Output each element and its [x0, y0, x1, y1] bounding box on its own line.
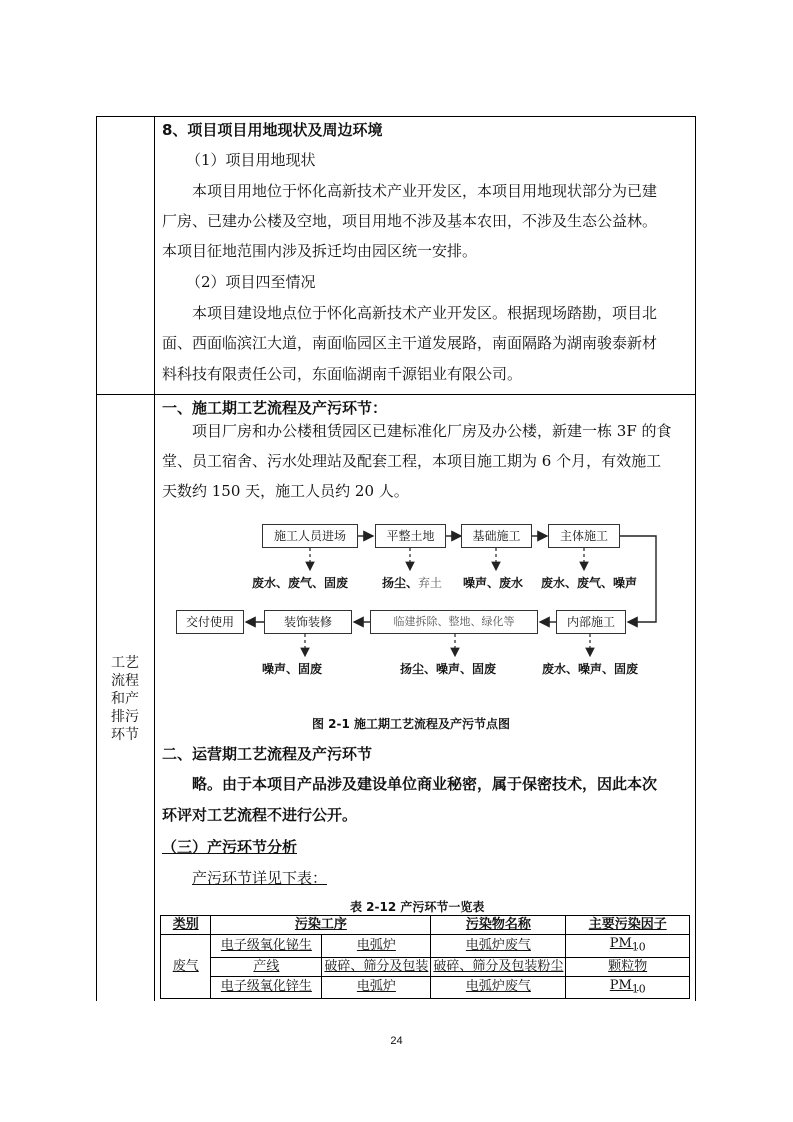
- table-cell: 电弧炉废气: [431, 976, 566, 999]
- factor-subscript: 10: [631, 940, 646, 954]
- pollution-table: [160, 915, 690, 999]
- paragraph-line: 厂房、已建办公楼及空地，项目用地不涉及基本农田，不涉及生态公益林。: [162, 212, 658, 230]
- flow-step-workers-enter: 施工人员进场: [262, 524, 358, 548]
- table-row: [161, 935, 690, 958]
- paragraph-line: 堂、员工宿舍、污水处理站及配套工程，本项目施工期为 6 个月，有效施工: [162, 452, 662, 470]
- pollutant-label: 噪声、废水: [463, 576, 524, 590]
- paragraph-line: 面、西面临滨江大道，南面临园区主干道发展路，南面隔路为湖南骏泰新材: [162, 334, 658, 352]
- table-cell: 颗粒物: [566, 957, 690, 976]
- table-cell: 产线: [211, 957, 322, 976]
- side-label-line: 工艺: [111, 655, 139, 671]
- table-row: [161, 957, 690, 976]
- page-number: 24: [390, 1035, 403, 1047]
- table-row: [161, 976, 690, 999]
- paragraph-line: 本项目用地位于怀化高新技术产业开发区，本项目用地现状部分为已建: [192, 182, 658, 200]
- table-header-row: [161, 916, 690, 935]
- factor-text: PM: [609, 977, 632, 993]
- pollutant-label: 废水、废气、噪声: [541, 576, 638, 590]
- table-cell: [566, 935, 690, 958]
- paragraph-line: 天数约 150 天，施工人员约 20 人。: [162, 482, 409, 500]
- figure-caption: 图 2-1 施工期工艺流程及产污节点图: [312, 717, 511, 731]
- section-heading: 8、项目项目用地现状及周边环境: [162, 121, 383, 139]
- table-cell: 电子级氧化锌生: [211, 976, 322, 999]
- paragraph-line: 项目厂房和办公楼租赁园区已建标准化厂房及办公楼，新建一栋 3F 的食: [192, 422, 672, 440]
- table-cell: 电弧炉: [322, 976, 431, 999]
- table-cell: 电弧炉废气: [431, 935, 566, 958]
- flow-step-foundation: 基础施工: [461, 524, 532, 548]
- pollutant-label: 废水、噪声、固废: [542, 662, 639, 676]
- pollutant-label: [382, 574, 442, 591]
- section-heading: （三）产污环节分析: [162, 838, 298, 856]
- paragraph-line: 本项目建设地点位于怀化高新技术产业开发区。根据现场踏勘，项目北: [192, 304, 658, 322]
- pollutant-text: 扬尘、: [382, 576, 419, 590]
- section-heading: 二、运营期工艺流程及产污环节: [162, 745, 373, 763]
- side-label-line: 排污: [111, 709, 139, 725]
- side-label-line: 和产: [111, 691, 139, 707]
- paragraph-line: 环评对工艺流程不进行公开。: [162, 806, 358, 824]
- table-header: 类别: [161, 916, 211, 935]
- factor-subscript: 10: [631, 982, 646, 996]
- flow-step-demolition-greening: 临建拆除、整地、绿化等: [370, 610, 538, 634]
- flow-step-main-structure: 主体施工: [548, 524, 620, 548]
- flow-step-delivery: 交付使用: [176, 610, 244, 634]
- subheading: （1）项目用地现状: [186, 151, 316, 169]
- table-cell: 电子级氧化铋生: [211, 935, 322, 958]
- pollutant-label: 废水、废气、固废: [252, 576, 349, 590]
- flow-step-land-leveling: 平整土地: [375, 524, 446, 548]
- subheading: （2）项目四至情况: [186, 273, 316, 291]
- paragraph-line: 料科技有限责任公司，东面临湖南千源铝业有限公司。: [162, 365, 523, 383]
- flow-step-decoration: 装饰装修: [264, 610, 352, 634]
- paragraph-line: 产污环节详见下表：: [192, 869, 328, 887]
- paragraph-line: 略。由于本项目产品涉及建设单位商业秘密，属于保密技术，因此本次: [192, 775, 658, 793]
- factor-text: PM: [609, 936, 632, 951]
- table-cell: 废气: [161, 935, 211, 999]
- table-cell: 破碎、筛分及包装粉尘: [431, 957, 566, 976]
- table-header: 污染工序: [211, 916, 431, 935]
- table-cell: 电弧炉: [322, 935, 431, 958]
- side-label-line: 流程: [111, 673, 139, 689]
- flow-step-interior: 内部施工: [556, 610, 626, 634]
- section-heading: 一、施工期工艺流程及产污环节：: [162, 399, 388, 417]
- table-header: 污染物名称: [431, 916, 566, 935]
- pollutant-label: 噪声、固废: [262, 662, 323, 676]
- table-header: 主要污染因子: [566, 916, 690, 935]
- table-cell: [566, 976, 690, 999]
- pollutant-label: 扬尘、噪声、固废: [400, 662, 497, 676]
- table-cell: 破碎、筛分及包装: [322, 957, 431, 976]
- side-label-line: 环节: [111, 727, 139, 743]
- table-caption: 表 2-12 产污环节一览表: [350, 900, 485, 914]
- pollutant-text: 弃土: [418, 576, 443, 590]
- paragraph-line: 本项目征地范围内涉及拆迁均由园区统一安排。: [162, 242, 478, 260]
